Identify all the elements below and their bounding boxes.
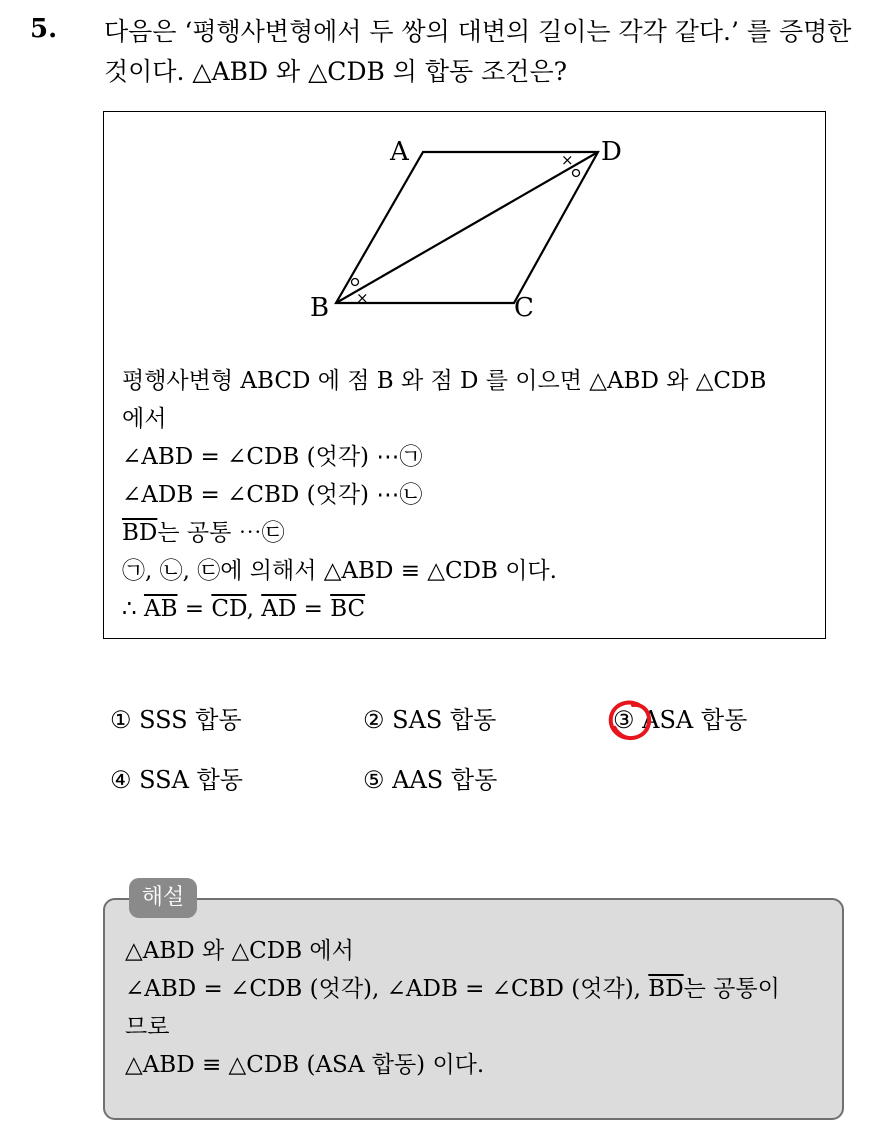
proof-line-5-text: 는 공통 ⋯㉢ (157, 520, 285, 546)
proof-text (122, 362, 812, 628)
therefore-symbol: ∴ (122, 596, 144, 622)
question-number: 5. (30, 14, 58, 44)
choice-5[interactable]: ⑤ AAS 합동 (363, 766, 498, 794)
proof-box (103, 111, 826, 639)
segment-cd: $\overline{CD}$ (211, 596, 247, 622)
segment-bc: $\overline{BC}$ (330, 596, 366, 622)
solution-box (103, 898, 844, 1120)
comma: , (246, 596, 262, 622)
proof-line-7 (122, 590, 812, 628)
vertex-label-a: A (390, 137, 409, 167)
parallelogram-figure (104, 112, 827, 352)
proof-line-3: ∠ABD = ∠CDB (엇각) ⋯㉠ (122, 444, 423, 470)
segment-ab: $\overline{AB}$ (143, 596, 178, 622)
question-text (104, 12, 874, 92)
choice-1[interactable]: ① SSS 합동 (110, 706, 242, 734)
solution-line-2-text: ∠ABD = ∠CDB (엇각), ∠ADB = ∠CBD (엇각), (125, 976, 649, 1002)
solution-line-2-end: 는 공통이 (683, 976, 780, 1002)
solution-tag: 해설 (129, 878, 197, 918)
proof-line-1: 평행사변형 ABCD 에 점 B 와 점 D 를 이으면 △ABD 와 △CDB (122, 368, 767, 394)
choice-2[interactable]: ② SAS 합동 (363, 706, 497, 734)
angle-mark-circle-b (352, 279, 359, 286)
solution-line-4: △ABD ≡ △CDB (ASA 합동) 이다. (125, 1052, 485, 1078)
proof-line-2: 에서 (122, 406, 167, 432)
segment-ad: $\overline{AD}$ (261, 596, 297, 622)
choice-4[interactable]: ④ SSA 합동 (110, 766, 243, 794)
diagonal-bd (336, 152, 598, 303)
solution-text (125, 932, 835, 1084)
angle-mark-cross-b: × (356, 289, 369, 307)
equals-sign: = (296, 596, 331, 622)
solution-line-3: 므로 (125, 1014, 170, 1040)
proof-line-5 (122, 514, 812, 552)
angle-mark-cross-d: × (561, 151, 574, 169)
angle-mark-circle-d (573, 170, 580, 177)
selected-answer-circle-icon (605, 697, 655, 743)
equals-sign: = (177, 596, 212, 622)
choice-3[interactable]: ③ ASA 합동 (613, 706, 748, 734)
question-line-2: 것이다. △ABD 와 △CDB 의 합동 조건은? (104, 57, 567, 86)
vertex-label-b: B (310, 293, 330, 323)
vertex-label-d: D (601, 137, 622, 167)
question-line-1: 다음은 ‘평행사변형에서 두 쌍의 대변의 길이는 각각 같다.’ 를 증명한 (104, 17, 852, 46)
proof-line-6: ㉠, ㉡, ㉢에 의해서 △ABD ≡ △CDB 이다. (122, 558, 557, 584)
proof-line-4: ∠ADB = ∠CBD (엇각) ⋯㉡ (122, 482, 423, 508)
segment-bd: $\overline{BD}$ (648, 976, 684, 1002)
segment-bd: $\overline{BD}$ (122, 520, 158, 546)
solution-line-1: △ABD 와 △CDB 에서 (125, 938, 354, 964)
vertex-label-c: C (514, 293, 534, 323)
solution-line-2 (125, 970, 835, 1008)
